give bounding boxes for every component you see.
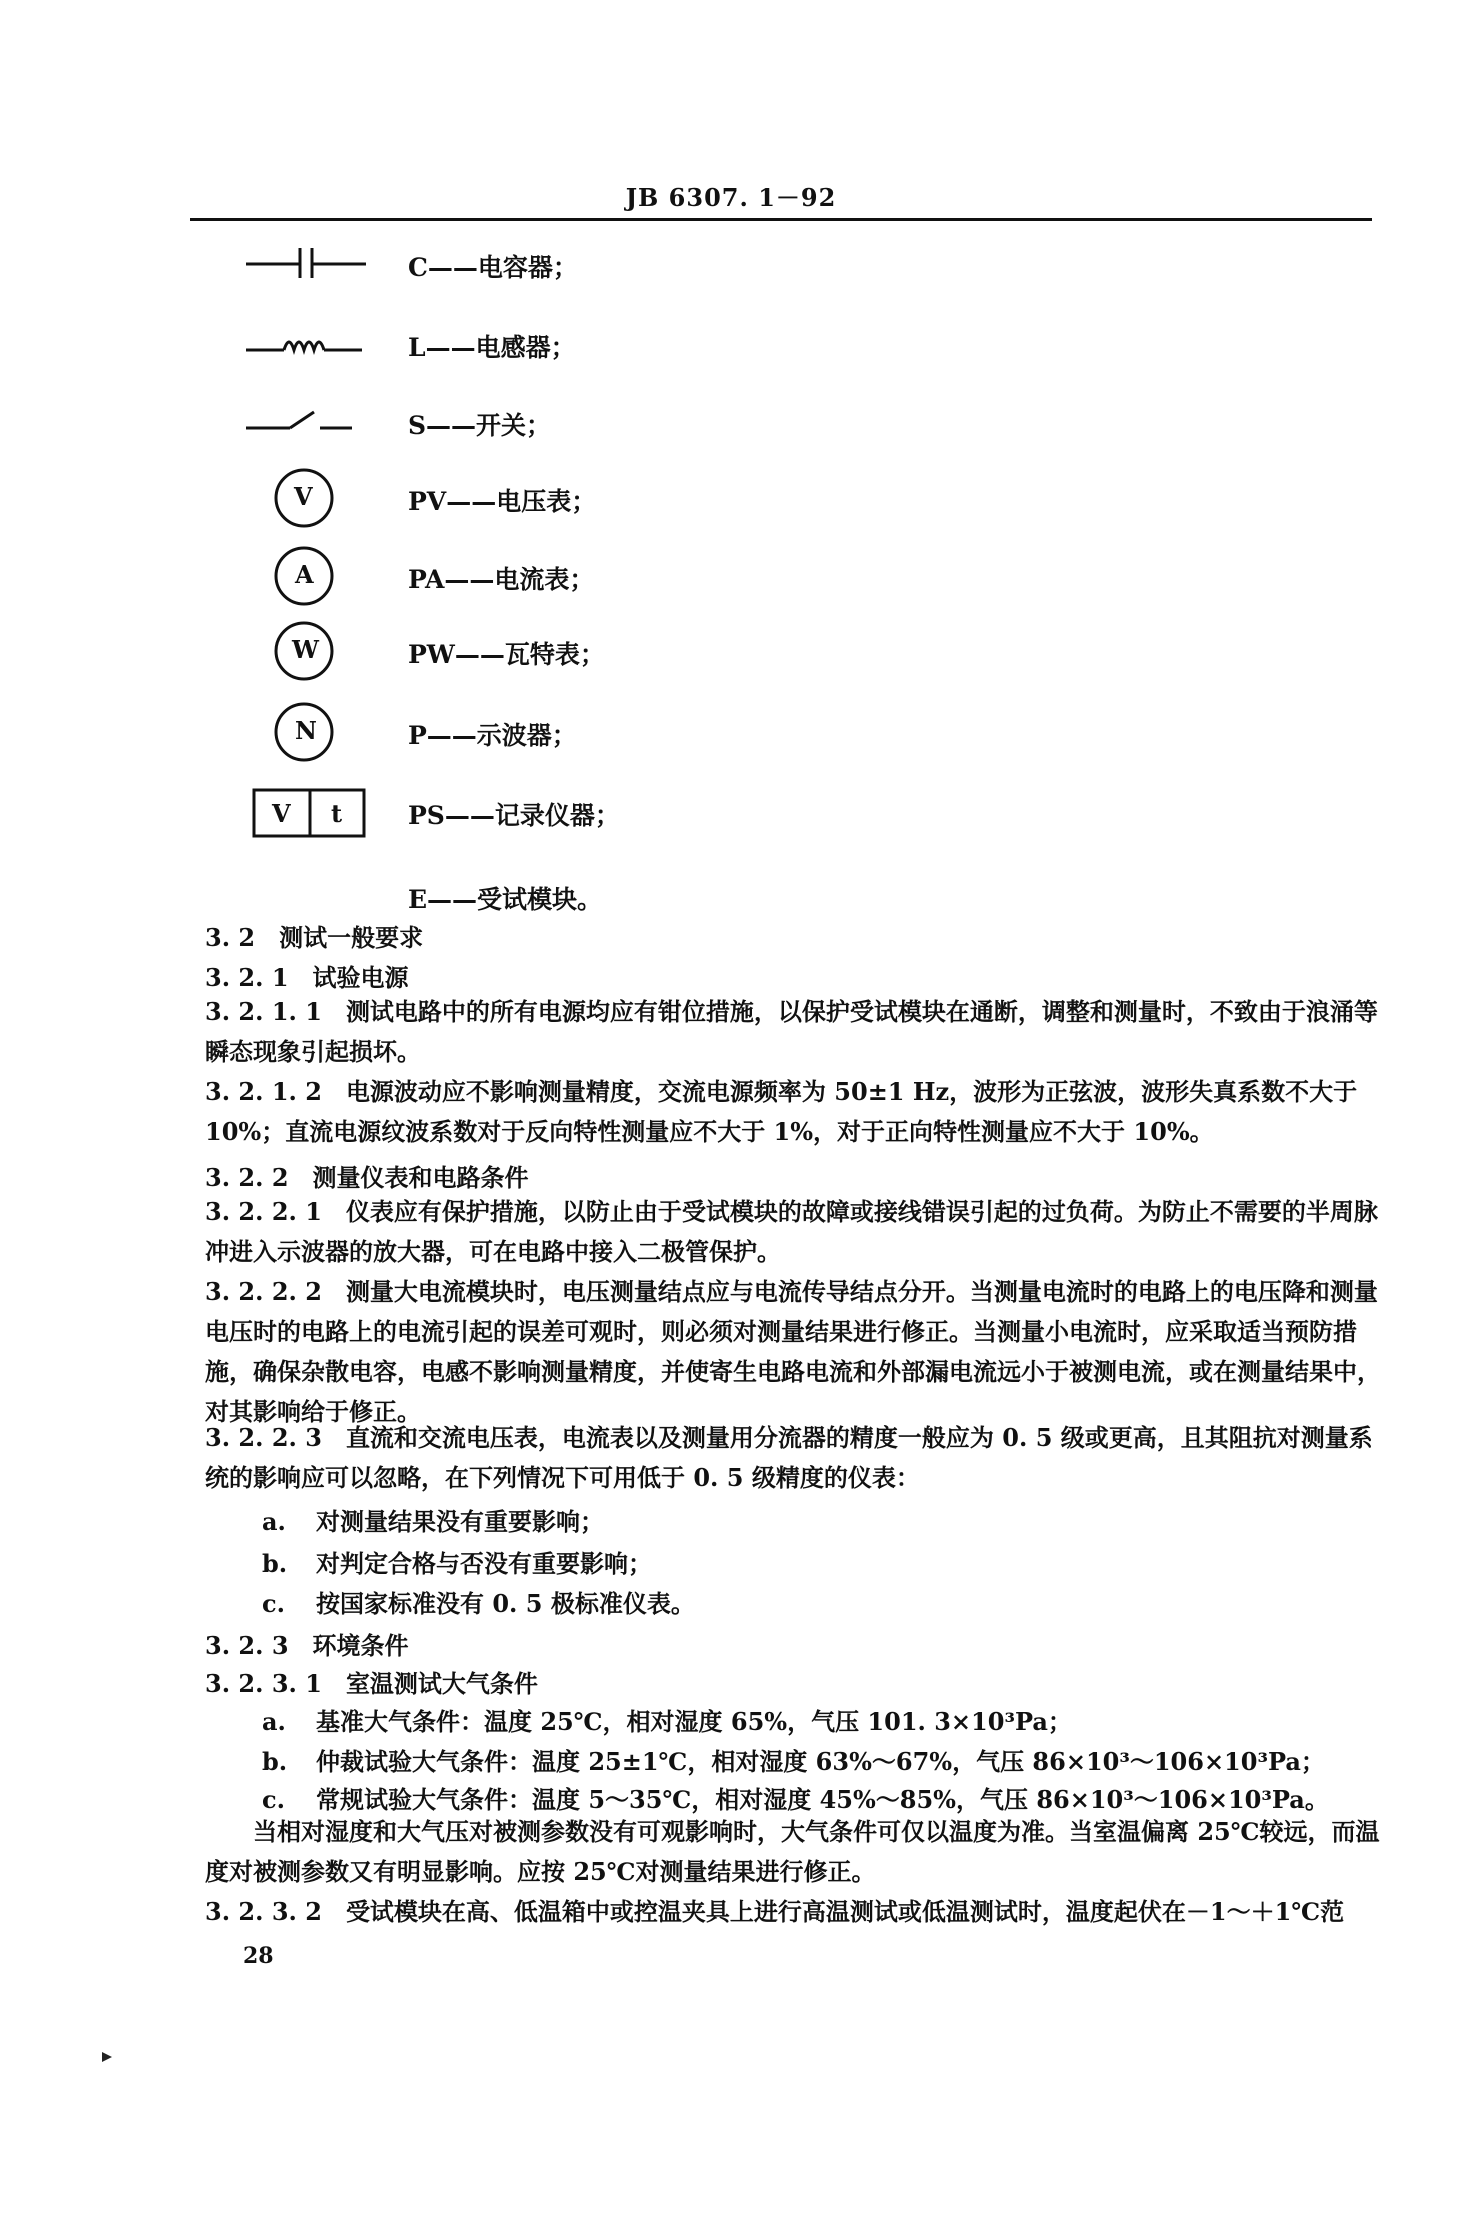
clause-3-2-2-1 bbox=[205, 1192, 1385, 1272]
symbol-row-switch bbox=[240, 392, 940, 452]
symbol-label-recorder: PS——记录仪器； bbox=[408, 801, 620, 830]
heading-number: 3. 2. 3 bbox=[205, 1631, 289, 1660]
symbol-label-voltmeter: PV——电压表； bbox=[408, 487, 597, 516]
wattmeter-icon bbox=[240, 621, 380, 681]
symbol-label-oscilloscope: P——示波器； bbox=[408, 721, 577, 750]
clause-number: 3. 2. 2. 1 bbox=[205, 1197, 322, 1226]
recorder-glyph-left: V bbox=[272, 799, 291, 828]
heading-number: 3. 2. 2 bbox=[205, 1163, 289, 1192]
list-item-c bbox=[262, 1584, 695, 1619]
ammeter-icon bbox=[240, 546, 380, 606]
clause-text: 电源波动应不影响测量精度，交流电源频率为 50±1 Hz，波形为正弦波，波形失真系数不大于 10%；直流电源纹波系数对于反向特性测量应不大于 1%，对于正向特性测量应不大于 10%。 bbox=[205, 1077, 1358, 1146]
heading-3-2-3-1 bbox=[205, 1664, 538, 1699]
clause-number: 3. 2. 3. 2 bbox=[205, 1897, 322, 1926]
list-marker: b. bbox=[262, 1747, 288, 1776]
clause-text: 测量大电流模块时，电压测量结点应与电流传导结点分开。当测量电流时的电路上的电压降和测量电压时的电路上的电流引起的误差可观时，则必须对测量结果进行修正。当测量小电流时，应采取适当预防措施，确保杂散电容，电感不影响测量精度，并使寄生电路电流和外部漏电流远小于被测电流，或在测量结果中，对其影响给于修正。 bbox=[205, 1277, 1381, 1426]
list-text: 常规试验大气条件：温度 5～35℃，相对湿度 45%～85%，气压 86×10³～106×10³Pa。 bbox=[316, 1785, 1329, 1814]
symbol-label-wattmeter: PW——瓦特表； bbox=[408, 640, 605, 669]
symbol-row-wattmeter bbox=[240, 621, 940, 681]
list-item-a bbox=[262, 1502, 604, 1537]
list-marker: a. bbox=[262, 1507, 286, 1536]
inductor-icon bbox=[240, 314, 380, 374]
list-text: 按国家标准没有 0. 5 极标准仪表。 bbox=[316, 1589, 695, 1618]
list-item-b bbox=[262, 1742, 1325, 1777]
list-marker: c. bbox=[262, 1785, 285, 1814]
recorder-glyph-right: t bbox=[331, 799, 343, 828]
symbol-row-capacitor bbox=[240, 234, 940, 294]
clause-text: 仪表应有保护措施，以防止由于受试模块的故障或接线错误引起的过负荷。为防止不需要的半周脉冲进入示波器的放大器，可在电路中接入二极管保护。 bbox=[205, 1197, 1378, 1266]
symbol-row-inductor bbox=[240, 314, 940, 374]
clause-3-2-1-2 bbox=[205, 1072, 1385, 1152]
ammeter-glyph: A bbox=[295, 560, 314, 589]
symbol-label-capacitor: C——电容器； bbox=[408, 253, 578, 282]
list-marker: c. bbox=[262, 1589, 285, 1618]
list-item-c bbox=[262, 1780, 1329, 1815]
clause-text: 直流和交流电压表，电流表以及测量用分流器的精度一般应为 0. 5 级或更高，且其阻抗对测量系统的影响应可以忽略，在下列情况下可用低于 0. 5 级精度的仪表： bbox=[205, 1423, 1373, 1492]
list-text: 仲裁试验大气条件：温度 25±1℃，相对湿度 63%～67%，气压 86×10³～106×10³Pa； bbox=[316, 1747, 1325, 1776]
list-marker: a. bbox=[262, 1707, 286, 1736]
list-text: 对测量结果没有重要影响； bbox=[316, 1507, 604, 1536]
clause-3-2-2-2 bbox=[205, 1272, 1385, 1432]
list-text: 基准大气条件：温度 25℃，相对湿度 65%，气压 101. 3×10³Pa； bbox=[316, 1707, 1072, 1736]
oscilloscope-icon bbox=[240, 702, 380, 762]
heading-3-2-1 bbox=[205, 958, 409, 993]
heading-title: 测量仪表和电路条件 bbox=[312, 1163, 529, 1192]
scan-mark-icon bbox=[100, 2050, 114, 2064]
capacitor-icon bbox=[240, 234, 380, 294]
clause-number: 3. 2. 2. 3 bbox=[205, 1423, 322, 1452]
heading-number: 3. 2. 1 bbox=[205, 963, 289, 992]
oscilloscope-glyph: N bbox=[295, 716, 317, 745]
clause-number: 3. 2. 1. 2 bbox=[205, 1077, 322, 1106]
symbol-label-module: E——受试模块。 bbox=[408, 885, 603, 914]
header-rule bbox=[190, 218, 1372, 221]
clause-number: 3. 2. 2. 2 bbox=[205, 1277, 322, 1306]
standard-number-header: JB 6307. 1－92 bbox=[625, 183, 837, 212]
voltmeter-glyph: V bbox=[294, 482, 313, 511]
list-text: 对判定合格与否没有重要影响； bbox=[316, 1549, 652, 1578]
list-item-a bbox=[262, 1702, 1072, 1737]
heading-number: 3. 2 bbox=[205, 923, 256, 952]
wattmeter-glyph: W bbox=[292, 635, 319, 664]
clause-3-2-1-1 bbox=[205, 992, 1385, 1072]
heading-3-2-3 bbox=[205, 1626, 409, 1661]
symbol-label-inductor: L——电感器； bbox=[408, 333, 576, 362]
list-item-b bbox=[262, 1544, 652, 1579]
switch-icon bbox=[240, 392, 380, 452]
clause-text: 测试电路中的所有电源均应有钳位措施，以保护受试模块在通断，调整和测量时，不致由于浪涌等瞬态现象引起损坏。 bbox=[205, 997, 1378, 1066]
list-marker: b. bbox=[262, 1549, 288, 1578]
symbol-label-ammeter: PA——电流表； bbox=[408, 565, 595, 594]
symbol-row-voltmeter bbox=[240, 468, 940, 528]
heading-title: 室温测试大气条件 bbox=[345, 1669, 538, 1698]
heading-title: 试验电源 bbox=[312, 963, 409, 992]
heading-number: 3. 2. 3. 1 bbox=[205, 1669, 322, 1698]
symbol-label-switch: S——开关； bbox=[408, 411, 552, 440]
heading-3-2-2 bbox=[205, 1158, 529, 1193]
heading-title: 测试一般要求 bbox=[279, 923, 424, 952]
recorder-icon bbox=[240, 782, 380, 842]
heading-3-2 bbox=[205, 918, 423, 953]
clause-3-2-3-2 bbox=[205, 1892, 1385, 1932]
symbol-row-module bbox=[240, 866, 940, 926]
clause-3-2-2-3 bbox=[205, 1418, 1385, 1498]
symbol-row-ammeter bbox=[240, 546, 940, 606]
clause-number: 3. 2. 1. 1 bbox=[205, 997, 322, 1026]
clause-text: 受试模块在高、低温箱中或控温夹具上进行高温测试或低温测试时，温度起伏在－1～＋1℃范 bbox=[345, 1897, 1345, 1926]
page-number: 28 bbox=[243, 1943, 274, 1969]
symbol-row-recorder bbox=[240, 782, 940, 842]
symbol-row-oscilloscope bbox=[240, 702, 940, 762]
voltmeter-icon bbox=[240, 468, 380, 528]
paragraph-humidity-note: 当相对湿度和大气压对被测参数没有可观影响时，大气条件可仅以温度为准。当室温偏离 25℃较远，而温度对被测参数又有明显影响。应按 25℃对测量结果进行修正。 bbox=[205, 1817, 1380, 1886]
heading-title: 环境条件 bbox=[312, 1631, 409, 1660]
